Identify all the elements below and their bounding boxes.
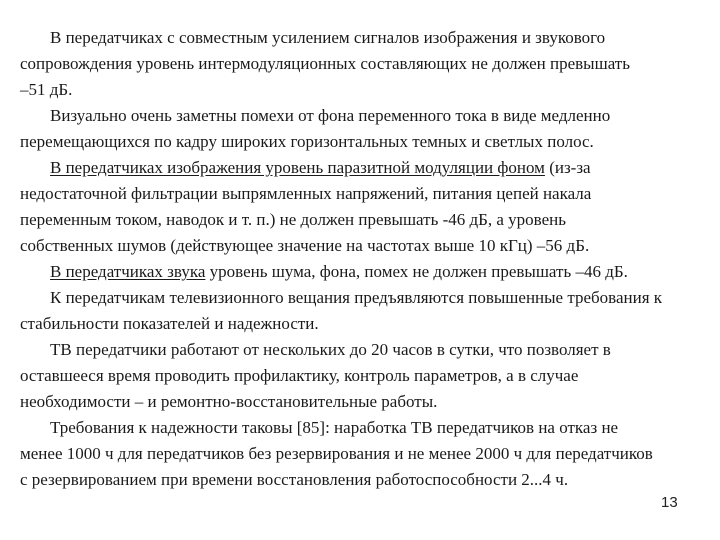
- paragraph-3-line-1: [50, 158, 591, 178]
- page-number: 13: [661, 494, 678, 511]
- paragraph-7-line-1: Требования к надежности таковы [85]: наработка ТВ передатчиков на отказ не: [50, 418, 619, 437]
- paragraph-1-line-2: сопровождения уровень интермодуляционных составляющих не должен превышать: [20, 54, 630, 73]
- paragraph-3-line-1-rest: (из-за: [544, 158, 591, 177]
- paragraph-6-line-3: необходимости – и ремонтно-восстановительные работы.: [20, 392, 438, 411]
- paragraph-5-line-1: К передатчикам телевизионного вещания предъявляются повышенные требования к: [50, 288, 663, 307]
- paragraph-2-line-2: перемещающихся по кадру широких горизонтальных темных и светлых полос.: [20, 132, 594, 151]
- underlined-heading-sound-transmitters: В передатчиках звука: [50, 262, 206, 281]
- paragraph-4-line-1: [50, 262, 628, 282]
- paragraph-3-line-4: собственных шумов (действующее значение на частотах выше 10 кГц) –56 дБ.: [20, 236, 590, 255]
- paragraph-6-line-2: оставшееся время проводить профилактику, контроль параметров, а в случае: [20, 366, 579, 385]
- paragraph-2-line-1: Визуально очень заметны помехи от фона переменного тока в виде медленно: [50, 106, 611, 125]
- paragraph-5-line-2: стабильности показателей и надежности.: [20, 314, 319, 333]
- paragraph-7-line-3: с резервированием при времени восстановления работоспособности 2...4 ч.: [20, 470, 569, 489]
- paragraph-3-line-2: недостаточной фильтрации выпрямленных напряжений, питания цепей накала: [20, 184, 592, 203]
- underlined-heading-image-transmitters: В передатчиках изображения уровень паразитной модуляции фоном: [50, 158, 545, 177]
- paragraph-3-line-3: переменным током, наводок и т. п.) не должен превышать -46 дБ, а уровень: [20, 210, 567, 229]
- paragraph-1-line-3: –51 дБ.: [20, 80, 73, 99]
- paragraph-6-line-1: ТВ передатчики работают от нескольких до 20 часов в сутки, что позволяет в: [50, 340, 611, 359]
- paragraph-4-line-1-rest: уровень шума, фона, помех не должен превышать –46 дБ.: [205, 262, 628, 281]
- paragraph-1-line-1: В передатчиках с совместным усилением сигналов изображения и звукового: [50, 28, 606, 47]
- paragraph-7-line-2: менее 1000 ч для передатчиков без резервирования и не менее 2000 ч для передатчиков: [20, 444, 653, 463]
